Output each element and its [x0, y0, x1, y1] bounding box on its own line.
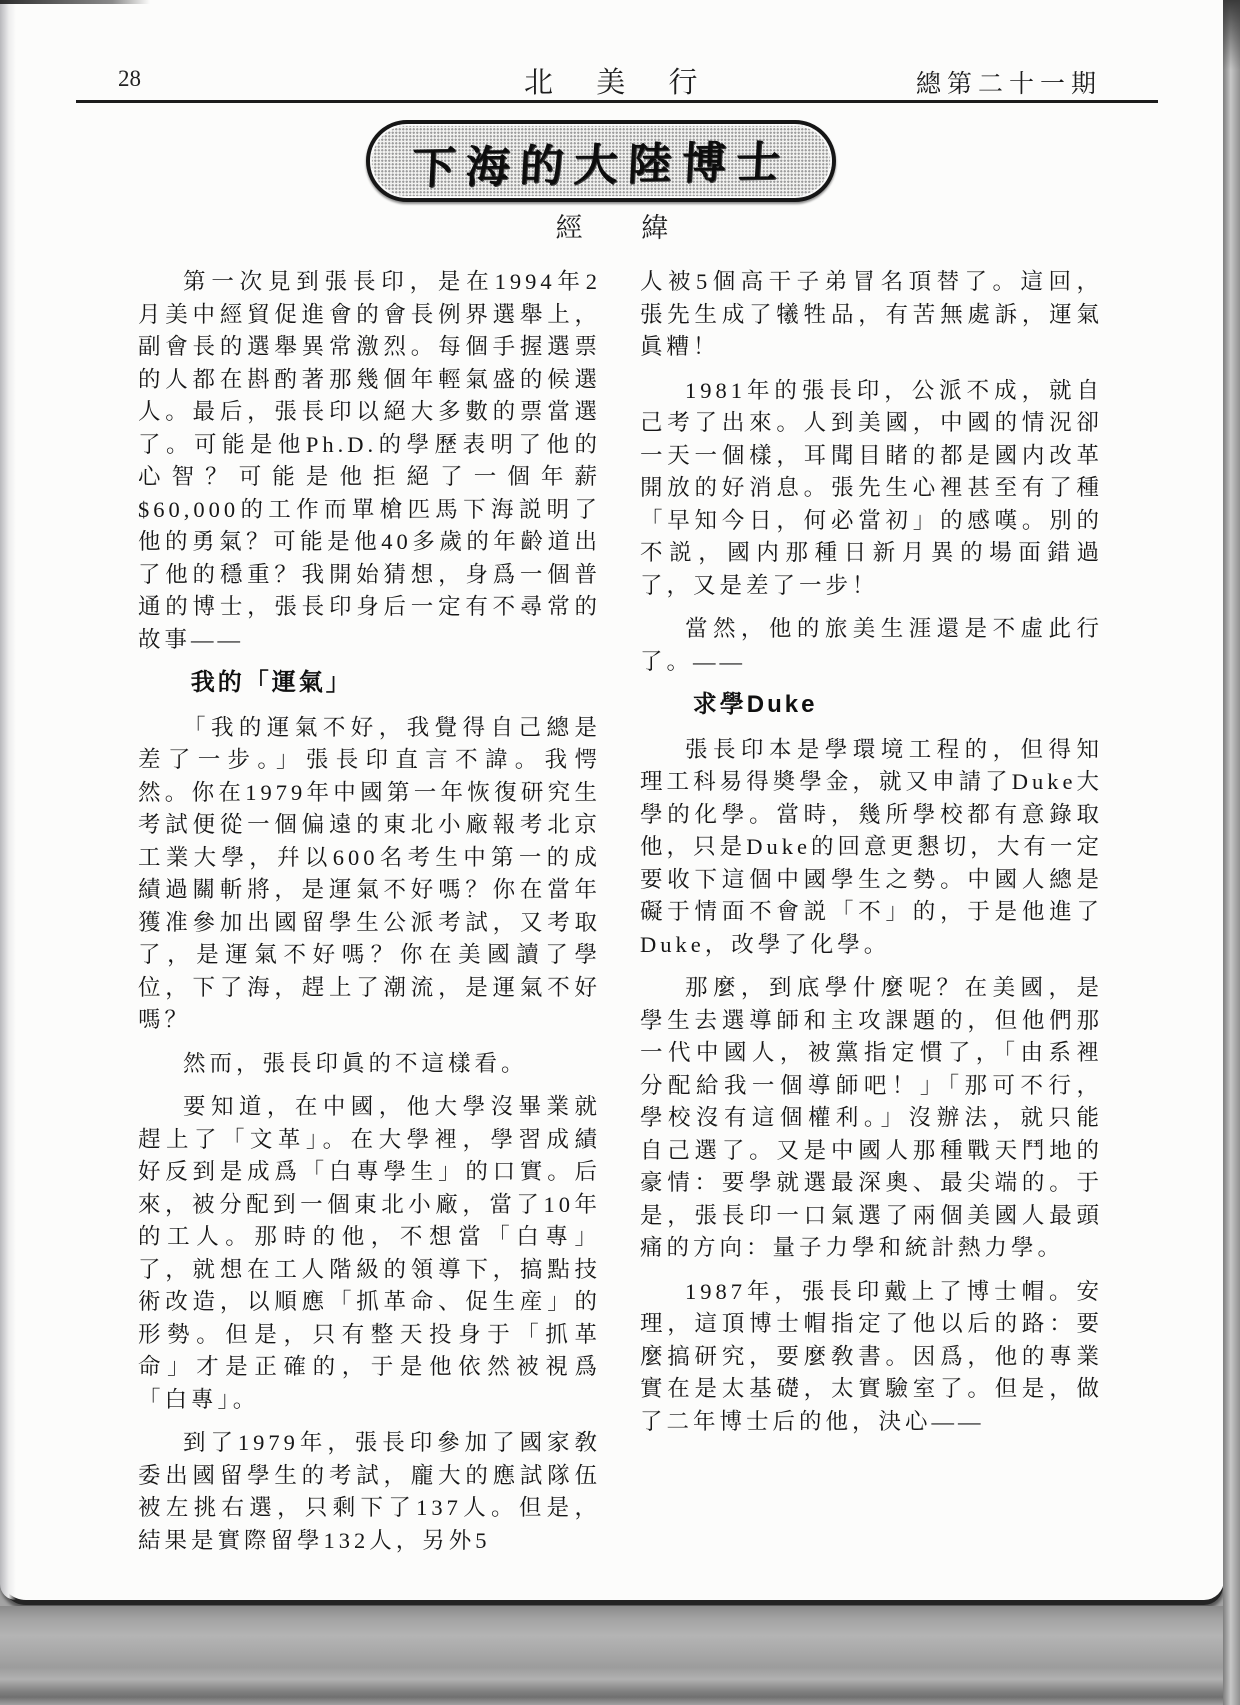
paragraph: 要知道，在中國，他大學沒畢業就趕上了「文革」。在大學裡，學習成績好反到是成爲「白專學生」的口實。后來，被分配到一個東北小廠，當了10年的工人。那時的他，不想當「白專」了，就想在工人階級的領導下，搞點技術改造，以順應「抓革命、促生産」的形勢。但是，只有整天投身于「抓革命」才是正確的，于是他依然被視爲「白專」。 [138, 1094, 601, 1412]
paragraph: 當然，他的旅美生涯還是不虛此行了。—— [640, 616, 1103, 674]
page-number: 28 [118, 66, 141, 91]
section-heading-studying-at-duke: 求學Duke [692, 691, 818, 718]
section-heading-my-luck: 我的「運氣」 [190, 669, 353, 696]
paragraph: 張長印本是學環境工程的，但得知理工科易得奬學金，就又申請了Duke大學的化學。當時，幾所學校都有意錄取他，只是Duke的回意更懇切，大有一定要收下這個中國學生之勢。中國人總是礙于情面不會説「不」的，于是他進了Duke，改學了化學。 [640, 736, 1103, 957]
journal-title: 北 美 行 [524, 67, 716, 99]
author-name: 經 緯 [555, 213, 695, 243]
paragraph: 到了1979年，張長印參加了國家敎委出國留學生的考試，龐大的應試隊伍被左挑右選，只剩下了137人。但是，結果是實際留學132人，另外5 [138, 1430, 601, 1553]
scanner-background-bottom [0, 1606, 1240, 1705]
paragraph: 1981年的張長印，公派不成，就自己考了出來。人到美國，中國的情況卻一天一個樣，耳聞目睹的都是國内改革開放的好消息。張先生心裡甚至有了種「早知今日，何必當初」的感嘆。別的不説，國内那種日新月異的場面錯過了，又是差了一步！ [640, 377, 1103, 598]
paragraph: 第一次見到張長印，是在1994年2月美中經貿促進會的會長例界選舉上，副會長的選舉異常激烈。每個手握選票的人都在斟酌著那幾個年輕氣盛的候選人。最后，張長印以絕大多數的票當選了。可能是他Ph.D.的學歷表明了他的心智？可能是他拒絕了一個年薪$60,000的工作而單槍匹馬下海説明了他的勇氣？可能是他40多歲的年齡道出了他的穩重？我開始猜想，身爲一個普通的博士，張長印身后一定有不尋常的故事—— [138, 269, 601, 652]
issue-number: 總第二十一期 [916, 71, 1103, 98]
paragraph: 1987年，張長印戴上了博士帽。安理，這頂博士帽指定了他以后的路：要麼搞研究，要麼敎書。因爲，他的專業實在是太基礎，太實驗室了。但是，做了二年博士后的他，決心—— [640, 1278, 1103, 1434]
left-column [138, 266, 601, 1568]
right-column [640, 266, 1103, 1449]
scan-top-edge-artifact [0, 0, 150, 4]
paragraph: 然而，張長印眞的不這樣看。 [183, 1050, 528, 1076]
article-title: 下海的大陸博士 [410, 137, 792, 194]
scanner-background-right-edge [1223, 0, 1240, 1705]
header-rule [76, 100, 1158, 103]
article-title-banner [366, 120, 836, 202]
paragraph-continuation: 人被5個高干子弟冒名頂替了。這回，張先生成了犧牲品，有苦無處訴，運氣眞糟！ [640, 269, 1103, 359]
paragraph: 那麼，到底學什麼呢？在美國，是學生去選導師和主攻課題的，但他們那一代中國人，被黨指定慣了，「由系裡分配給我一個導師吧！」「那可不行，學校沒有這個權利。」沒辦法，就只能自己選了。又是中國人那種戰天鬥地的豪情：要學就選最深奧、最尖端的。于是，張長印一口氣選了兩個美國人最頭痛的方向：量子力學和統計熱力學。 [640, 975, 1103, 1260]
paragraph: 「我的運氣不好，我覺得自己總是差了一步。」張長印直言不諱。我愕然。你在1979年中國第一年恢復研究生考試便從一個偏遠的東北小廠報考北京工業大學，幷以600名考生中第一的成績過關斬將，是運氣不好嗎？你在當年獲准參加出國留學生公派考試，又考取了，是運氣不好嗎？你在美國讀了學位，下了海，趕上了潮流，是運氣不好嗎？ [138, 714, 601, 1032]
